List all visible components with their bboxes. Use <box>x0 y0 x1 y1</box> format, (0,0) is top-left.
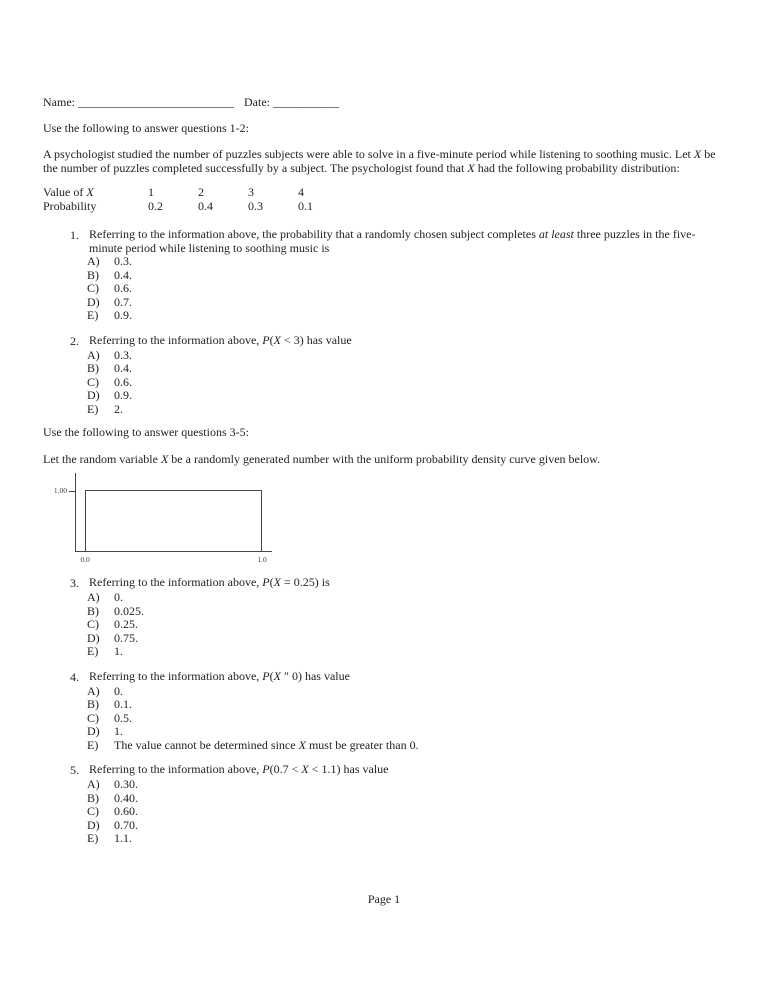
option-label: B) <box>87 603 99 618</box>
option-text: 0.60. <box>114 804 138 818</box>
option-text: 0.1. <box>114 697 132 711</box>
page-number: Page 1 <box>367 892 401 906</box>
option-text: 0.9. <box>114 388 132 402</box>
option-a <box>87 255 728 269</box>
table-cell: 0.2 <box>148 198 163 213</box>
option-text: The value cannot be determined since X must be greater than 0. <box>114 737 419 752</box>
passage-line: the number of puzzles completed successfully by a subject. The psychologist found that X had the following probability distribution: <box>43 160 680 175</box>
option-d <box>87 296 728 310</box>
option-a <box>87 685 728 699</box>
option-label: D) <box>87 294 100 309</box>
question-3 <box>70 576 728 659</box>
option-label: B) <box>87 790 99 805</box>
option-text: 1.1. <box>114 831 132 845</box>
table-cell: 1 <box>148 185 154 199</box>
option-b <box>87 605 728 619</box>
option-text: 0.75. <box>114 630 138 645</box>
option-e <box>87 645 728 659</box>
table-cell: 3 <box>248 185 254 199</box>
option-a <box>87 778 728 792</box>
option-text: 0.40. <box>114 790 138 805</box>
y-axis <box>75 473 76 552</box>
uniform-density-figure <box>43 470 333 568</box>
option-d <box>87 389 728 403</box>
name-label: Name: <box>43 95 75 109</box>
option-label: B) <box>87 361 99 375</box>
option-label: C) <box>87 281 99 295</box>
stem-line: Referring to the information above, the probability that a randomly chosen subject completes at least three puzzles in the five- <box>89 227 696 241</box>
table-row-label: Probability <box>43 198 97 213</box>
stem-line: Referring to the information above, P(X ″ 0) has value <box>89 668 350 683</box>
question-1 <box>70 228 728 323</box>
question-number: 3. <box>70 576 79 590</box>
option-label: C) <box>87 804 99 818</box>
option-label: C) <box>87 374 99 389</box>
option-label: D) <box>87 817 100 832</box>
instructions-questions-1-2: Use the following to answer questions 1-2: <box>43 120 249 135</box>
question-stem <box>70 576 728 591</box>
option-text: 1. <box>114 724 123 738</box>
option-e <box>87 403 728 417</box>
stem-line: Referring to the information above, P(X = 0.25) is <box>89 575 330 589</box>
table-cell: 0.1 <box>298 198 313 213</box>
option-text: 0.70. <box>114 817 138 832</box>
option-label: A) <box>87 777 100 791</box>
question-stem <box>70 334 728 349</box>
x-tick-label-1: 1.0 <box>257 555 267 564</box>
option-label: A) <box>87 683 100 698</box>
table-cell: 0.4 <box>198 198 213 213</box>
question-number: 2. <box>70 333 79 348</box>
option-b <box>87 269 728 283</box>
stem-line: minute period while listening to soothing music is <box>89 240 330 255</box>
option-label: D) <box>87 630 100 645</box>
passage-line: Let the random variable X be a randomly generated number with the uniform probability density curve given below. <box>43 451 601 466</box>
question-stem <box>70 763 728 778</box>
option-text: 0. <box>114 683 123 698</box>
question-number: 5. <box>70 763 79 777</box>
question-number: 4. <box>70 669 79 684</box>
option-d <box>87 819 728 833</box>
page-content <box>43 96 728 846</box>
option-text: 0.25. <box>114 617 138 631</box>
answer-options <box>87 591 728 659</box>
table-cell: 0.3 <box>248 198 263 213</box>
option-label: A) <box>87 254 100 268</box>
option-b <box>87 698 728 712</box>
option-text: 1. <box>114 644 123 658</box>
option-text: 0.4. <box>114 267 132 282</box>
option-label: C) <box>87 617 99 631</box>
option-a <box>87 349 728 363</box>
page-footer <box>0 892 768 907</box>
option-e <box>87 309 728 323</box>
option-label: A) <box>87 347 100 362</box>
option-text: 0.30. <box>114 777 138 791</box>
table-cell: 2 <box>198 185 204 199</box>
question-2 <box>70 334 728 417</box>
question-stem <box>70 228 728 255</box>
option-label: B) <box>87 267 99 282</box>
option-c <box>87 282 728 296</box>
probability-distribution-table <box>43 186 728 213</box>
option-b <box>87 362 728 376</box>
date-label: Date: <box>244 95 270 109</box>
name-blank-line: __________________________ <box>78 95 234 109</box>
option-label: E) <box>87 737 99 752</box>
option-text: 0.6. <box>114 374 132 389</box>
option-text: 0.3. <box>114 254 132 268</box>
question-text <box>89 576 330 591</box>
table-row-label: Value of X <box>43 185 94 199</box>
question-text <box>89 334 352 349</box>
option-text: 2. <box>114 401 123 416</box>
answer-options <box>87 778 728 846</box>
passage-line: A psychologist studied the number of puzzles subjects were able to solve in a five-minute period while listening to soothing music. Let X be <box>43 147 716 161</box>
y-tick-mark <box>69 491 75 492</box>
density-rectangle <box>85 490 262 551</box>
option-c <box>87 712 728 726</box>
table-row-probability <box>43 200 728 214</box>
passage-questions-1-2 <box>43 148 728 175</box>
option-label: E) <box>87 401 99 416</box>
question-number: 1. <box>70 228 79 242</box>
table-row-value-of-x <box>43 186 728 200</box>
option-c <box>87 618 728 632</box>
x-axis <box>75 551 272 552</box>
option-label: A) <box>87 590 100 604</box>
answer-options <box>87 349 728 417</box>
option-c <box>87 805 728 819</box>
option-text: 0. <box>114 590 123 604</box>
answer-options <box>87 685 728 753</box>
option-e <box>87 832 728 846</box>
option-b <box>87 792 728 806</box>
option-d <box>87 632 728 646</box>
option-text: 0.3. <box>114 347 132 362</box>
stem-line: Referring to the information above, P(0.7 < X < 1.1) has value <box>89 762 389 776</box>
date-blank-line: ___________ <box>273 95 339 109</box>
option-text: 0.7. <box>114 294 132 309</box>
option-d <box>87 725 728 739</box>
option-label: D) <box>87 388 100 402</box>
option-text: 0.025. <box>114 603 144 618</box>
option-text: 0.4. <box>114 361 132 375</box>
question-text <box>89 670 350 685</box>
question-text <box>89 228 696 255</box>
question-5 <box>70 763 728 846</box>
table-cell: 4 <box>298 185 304 199</box>
instructions-questions-3-5: Use the following to answer questions 3-5: <box>43 425 249 439</box>
option-a <box>87 591 728 605</box>
y-tick-label: 1.00 <box>53 486 67 495</box>
answer-options <box>87 255 728 323</box>
passage-questions-3-5 <box>43 453 728 467</box>
option-text: 0.5. <box>114 710 132 725</box>
name-date-row <box>43 96 728 110</box>
question-text <box>89 763 388 778</box>
option-label: E) <box>87 308 99 322</box>
option-label: E) <box>87 831 99 845</box>
x-tick-label-0: 0.0 <box>80 555 90 564</box>
option-text: 0.6. <box>114 281 132 295</box>
option-label: E) <box>87 644 99 658</box>
option-label: B) <box>87 697 99 711</box>
option-label: C) <box>87 710 99 725</box>
question-4 <box>70 670 728 753</box>
option-c <box>87 376 728 390</box>
option-label: D) <box>87 724 100 738</box>
stem-line: Referring to the information above, P(X < 3) has value <box>89 332 352 347</box>
option-e <box>87 739 728 753</box>
question-stem <box>70 670 728 685</box>
option-text: 0.9. <box>114 308 132 322</box>
